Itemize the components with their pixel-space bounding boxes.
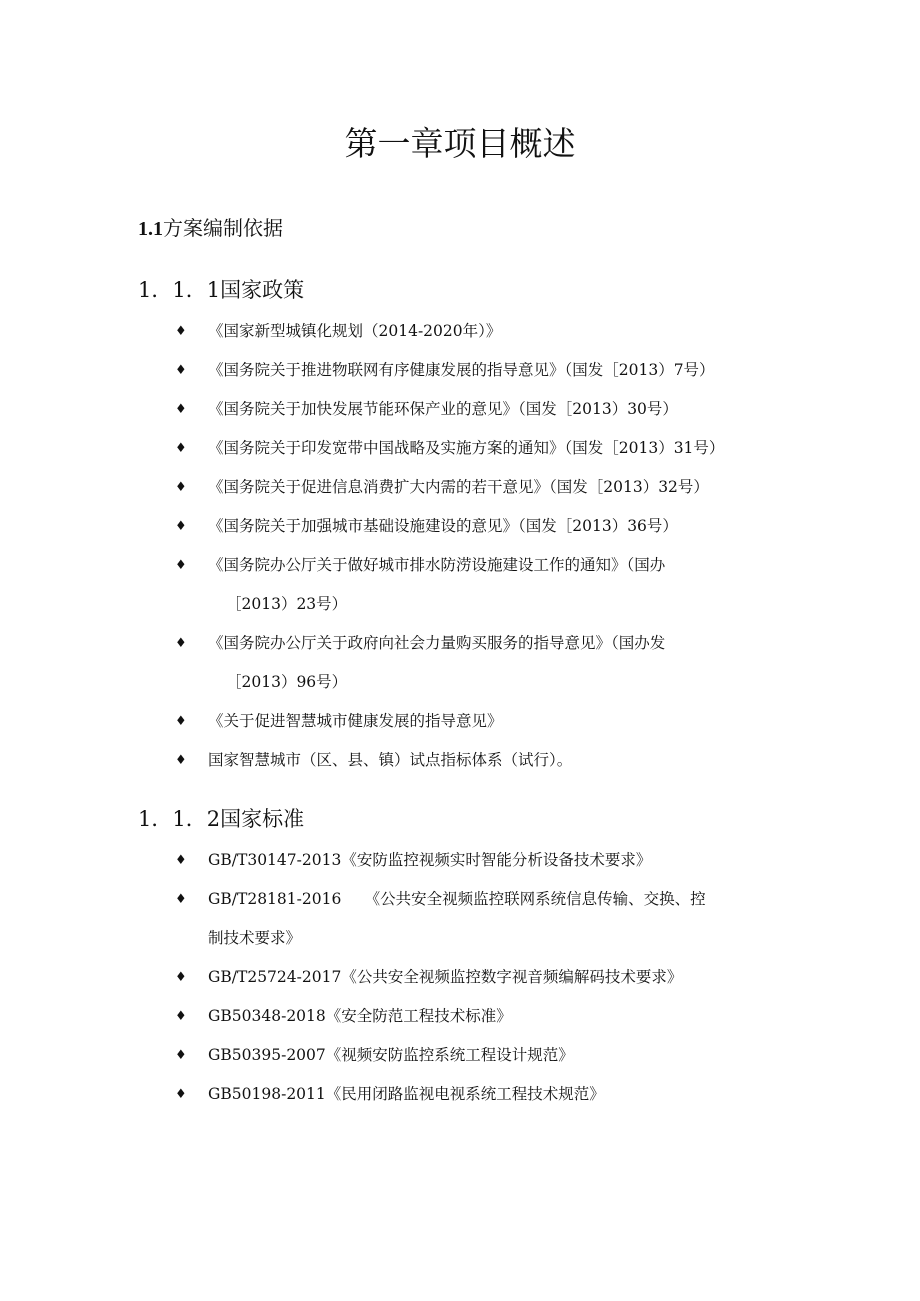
list-item-text: GB/T28181-2016 《公共安全视频监控联网系统信息传输、交换、控 — [208, 890, 706, 908]
list-item — [0, 741, 920, 780]
list-item-text: 《国家新型城镇化规划（2014-2020年）》 — [208, 322, 502, 340]
list-item — [0, 624, 920, 702]
list-item — [0, 546, 920, 624]
diamond-bullet-icon: ♦ — [175, 1087, 187, 1102]
list-item-text: GB/T30147-2013《安防监控视频实时智能分析设备技术要求》 — [208, 851, 652, 869]
policy-list — [0, 312, 920, 780]
subsection-heading-standards: 1．1．2国家标准 — [138, 807, 305, 831]
subsection-heading-policy: 1．1．1国家政策 — [138, 278, 305, 302]
list-item-text: 《国务院关于印发宽带中国战略及实施方案的通知》（国发［2013）31号） — [208, 439, 725, 457]
diamond-bullet-icon: ♦ — [175, 324, 187, 339]
list-item — [0, 997, 920, 1036]
section-heading — [138, 212, 283, 241]
list-item — [0, 841, 920, 880]
list-item-text: GB50348-2018《安全防范工程技术标准》 — [208, 1007, 512, 1025]
diamond-bullet-icon: ♦ — [175, 1048, 187, 1063]
list-item — [0, 312, 920, 351]
list-item — [0, 702, 920, 741]
diamond-bullet-icon: ♦ — [175, 753, 187, 768]
list-item — [0, 880, 920, 958]
diamond-bullet-icon: ♦ — [175, 714, 187, 729]
list-item-text: 《国务院关于促进信息消费扩大内需的若干意见》（国发［2013）32号） — [208, 478, 709, 496]
section-title: 方案编制依据 — [163, 216, 283, 240]
list-item-continuation: ［2013）96号） — [226, 673, 348, 691]
list-item — [0, 958, 920, 997]
list-item — [0, 351, 920, 390]
diamond-bullet-icon: ♦ — [175, 519, 187, 534]
diamond-bullet-icon: ♦ — [175, 363, 187, 378]
diamond-bullet-icon: ♦ — [175, 480, 187, 495]
diamond-bullet-icon: ♦ — [175, 1009, 187, 1024]
diamond-bullet-icon: ♦ — [175, 558, 187, 573]
list-item-text: GB50395-2007《视频安防监控系统工程设计规范》 — [208, 1046, 574, 1064]
list-item-text: 《国务院关于推进物联网有序健康发展的指导意见》（国发［2013）7号） — [208, 361, 715, 379]
list-item-text: 《国务院关于加快发展节能环保产业的意见》（国发［2013）30号） — [208, 400, 678, 418]
list-item — [0, 390, 920, 429]
list-item-text: GB/T25724-2017《公共安全视频监控数字视音频编解码技术要求》 — [208, 968, 683, 986]
chapter-title: 第一章项目概述 — [344, 124, 576, 163]
list-item — [0, 507, 920, 546]
list-item-text: 《国务院办公厅关于政府向社会力量购买服务的指导意见》（国办发 — [208, 634, 666, 652]
list-item-text: 《关于促进智慧城市健康发展的指导意见》 — [208, 712, 503, 730]
list-item-text: 《国务院办公厅关于做好城市排水防涝设施建设工作的通知》（国办 — [208, 556, 666, 574]
list-item-text: 国家智慧城市（区、县、镇）试点指标体系（试行）。 — [208, 751, 573, 769]
diamond-bullet-icon: ♦ — [175, 402, 187, 417]
list-item-continuation: 制技术要求》 — [208, 929, 302, 947]
list-item — [0, 1036, 920, 1075]
list-item — [0, 429, 920, 468]
diamond-bullet-icon: ♦ — [175, 970, 187, 985]
diamond-bullet-icon: ♦ — [175, 636, 187, 651]
list-item — [0, 468, 920, 507]
diamond-bullet-icon: ♦ — [175, 441, 187, 456]
list-item-continuation: ［2013）23号） — [226, 595, 348, 613]
standards-list — [0, 841, 920, 1114]
list-item — [0, 1075, 920, 1114]
diamond-bullet-icon: ♦ — [175, 892, 187, 907]
diamond-bullet-icon: ♦ — [175, 853, 187, 868]
list-item-text: 《国务院关于加强城市基础设施建设的意见》（国发［2013）36号） — [208, 517, 678, 535]
section-number: 1.1 — [138, 218, 163, 240]
list-item-text: GB50198-2011《民用闭路监视电视系统工程技术规范》 — [208, 1085, 605, 1103]
